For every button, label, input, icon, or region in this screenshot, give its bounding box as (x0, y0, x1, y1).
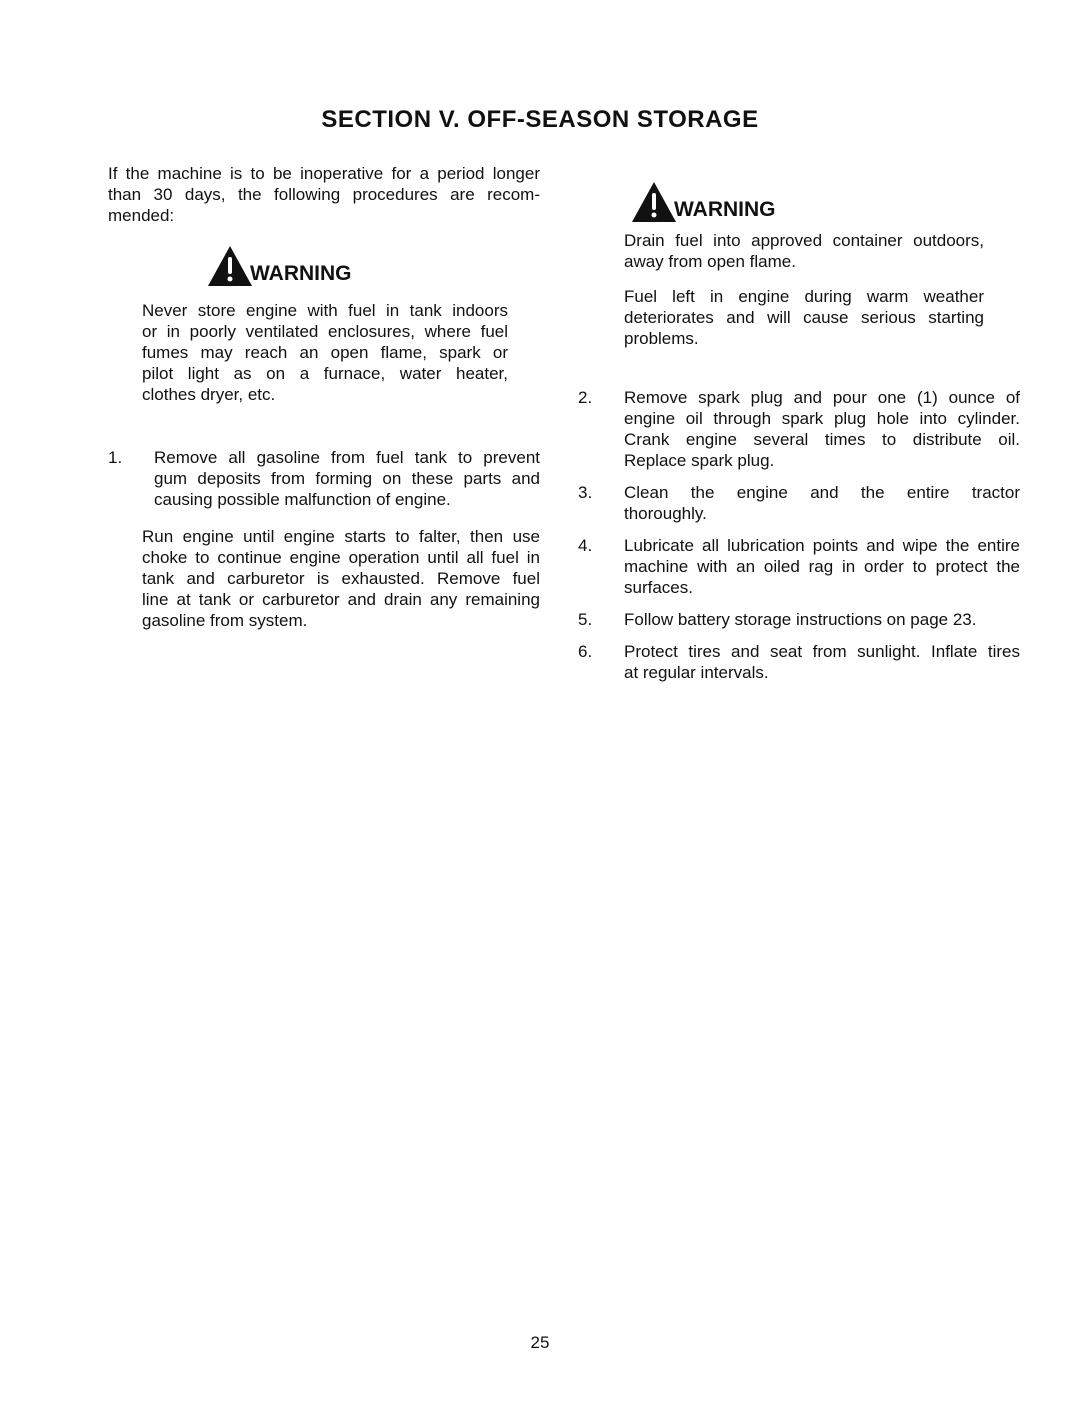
left-warning-text (142, 300, 508, 405)
text-line: away from open flame. (624, 252, 796, 271)
list-item-5 (578, 609, 1020, 630)
left-column (108, 163, 540, 645)
text-line: Remove all gasoline from fuel tank to prevent (154, 448, 540, 467)
list-item-2 (578, 387, 1020, 471)
text-line: Never store engine with fuel in tank indoors (142, 301, 508, 320)
text-line: Clean the engine and the entire tractor (624, 483, 1020, 502)
text-line: Follow battery storage instructions on page 23. (624, 610, 977, 629)
text-line: Fuel left in engine during warm weather (624, 287, 984, 306)
text-line: causing possible malfunction of engine. (154, 490, 451, 509)
text-line: line at tank or carburetor and drain any remaining (142, 590, 540, 609)
item-text (154, 447, 540, 510)
text-line: If the machine is to be inoperative for a period longer (108, 164, 540, 183)
warning-heading-right (630, 174, 1020, 224)
text-line: Run engine until engine starts to falter, then use (142, 527, 540, 546)
text-line: tank and carburetor is exhausted. Remove fuel (142, 569, 540, 588)
text-line: deteriorates and will cause serious starting (624, 308, 984, 327)
text-line: surfaces. (624, 578, 693, 597)
warning-triangle-icon (630, 180, 678, 224)
fuel-removal-paragraph (142, 526, 540, 631)
text-line: clothes dryer, etc. (142, 385, 276, 404)
text-line: mended: (108, 206, 175, 225)
text-line: pilot light as on a furnace, water heater, (142, 364, 508, 383)
section-title: SECTION V. OFF-SEASON STORAGE (321, 106, 759, 133)
text-line: engine oil through spark plug hole into cylinder. (624, 409, 1020, 428)
item-text (624, 641, 1020, 683)
warning-label: WARNING (674, 198, 776, 221)
right-warning-p2 (624, 286, 984, 349)
list-item-6 (578, 641, 1020, 683)
storage-steps-list (578, 387, 1020, 683)
right-column (578, 178, 1020, 694)
text-line: choke to continue engine operation until all fuel in (142, 548, 540, 567)
list-item-1 (108, 447, 540, 510)
warning-heading (206, 238, 540, 288)
text-line: Crank engine several times to distribute oil. (624, 430, 1020, 449)
text-line: Drain fuel into approved container outdoors, (624, 231, 984, 250)
intro-paragraph (108, 163, 540, 226)
text-line: problems. (624, 329, 699, 348)
right-warning-text (624, 230, 984, 349)
item-text (624, 482, 1020, 524)
item-number: 4. (578, 536, 593, 555)
text-line: Protect tires and seat from sunlight. Inflate tires (624, 642, 1020, 661)
text-line: at regular intervals. (624, 663, 769, 682)
warning-label: WARNING (250, 262, 352, 285)
text-line: Lubricate all lubrication points and wipe the entire (624, 536, 1020, 555)
warning-triangle-icon (206, 244, 254, 288)
item-number: 6. (578, 642, 593, 661)
list-item-3 (578, 482, 1020, 524)
item-text (624, 609, 1020, 630)
text-line: gasoline from system. (142, 611, 308, 630)
text-line: gum deposits from forming on these parts and (154, 469, 540, 488)
text-line: thoroughly. (624, 504, 707, 523)
item-text (624, 535, 1020, 598)
item-number: 1. (108, 448, 123, 467)
right-warning-p1 (624, 230, 984, 272)
item-number: 2. (578, 388, 593, 407)
text-line: than 30 days, the following procedures are recom- (108, 185, 540, 204)
item-text (624, 387, 1020, 471)
text-line: fumes may reach an open flame, spark or (142, 343, 508, 362)
text-line: Remove spark plug and pour one (1) ounce of (624, 388, 1020, 407)
page-number: 25 (530, 1333, 550, 1352)
list-item-4 (578, 535, 1020, 598)
item-number: 5. (578, 610, 593, 629)
item-number: 3. (578, 483, 593, 502)
text-line: or in poorly ventilated enclosures, where fuel (142, 322, 508, 341)
text-line: Replace spark plug. (624, 451, 775, 470)
text-line: machine with an oiled rag in order to protect the (624, 557, 1020, 576)
